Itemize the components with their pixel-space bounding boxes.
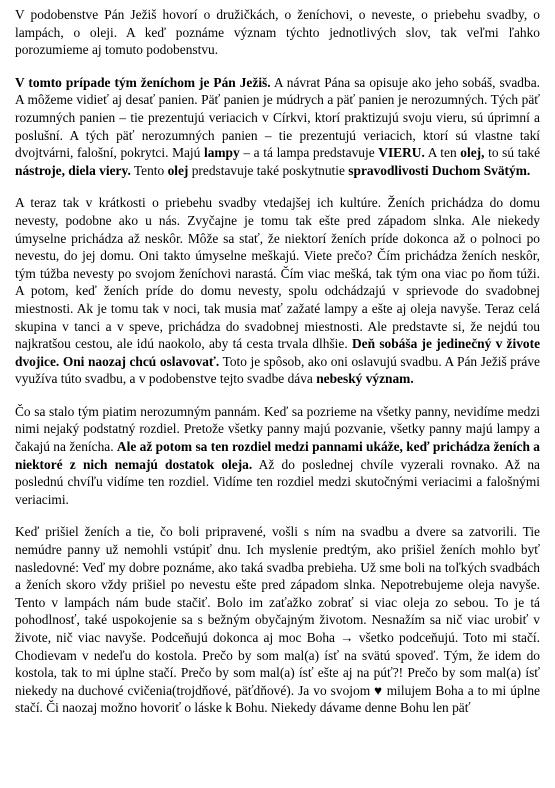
bold-phrase: olej, xyxy=(460,145,485,161)
paragraph-text: A teraz tak v krátkosti o priebehu svadby vtedajšej ich kultúre. Ženích prichádza do domu nevesty, podobne ako u nás. Zvyčajne je tomu tak ešte pred západom slnka. Ale niekedy úmyselne prichádza až neskôr. Môže sa stať, že niektorí ženích príde dokonca až o polnoci po nevestu, do jej domu. Oni takto úmyselne meškajú. Viete prečo? Čím prichádza ženích neskôr, tým túžba nevesty po svojom ženíchovi narastá. Čím viac mešká, tak tým ona viac po ňom túži. A potom, keď ženích príde do domu nevesty, spolu odchádzajú v sprievode do svadobnej miestnosti. Ak je tomu tak v noci, tak musia mať zažaté lampy a ešte aj oleja navyše. Teraz celá skupina v tanci a v speve, prichádza do svadobnej miestnosti. Ale predstavte si, že nejdú tou najkratšou cestou, ale idú naokolo, aby tá cesta trvala dlhšie. xyxy=(15,195,540,352)
paragraph-wedding-customs xyxy=(15,194,540,388)
paragraph-bridegroom xyxy=(15,74,540,180)
paragraph-text: A návrat Pána sa opisuje ako jeho sobáš, svadba. A môžeme vidieť aj desať panien. Päť panien je múdrych a päť panien je nerozumných. Tých päť rozumných panien – tie prezentujú veriacich v Církvi, ktorí praktizujú svoju vieru, sú úprimní a poslušní. A tých päť nerozumných panien – tie prezentujú veriacich, ktorí sú vlastne takí dvojtvárni, falošní, pokrytci. Majú xyxy=(15,74,540,161)
paragraph-intro xyxy=(15,6,540,59)
bold-phrase: spravodlivosti Duchom Svätým. xyxy=(348,162,531,178)
paragraph-text: Tento xyxy=(130,162,168,178)
paragraph-text: – a tá lampa predstavuje xyxy=(239,145,379,161)
bold-phrase: Deň sobáša je jedinečný v živote dvojice. Oni naozaj chcú oslavovať. xyxy=(15,336,541,369)
bold-phrase: nebeský význam. xyxy=(316,371,414,387)
bold-phrase: lampy xyxy=(203,145,240,161)
paragraph-text: Toto je spôsob, ako oni oslavujú svadbu. A Pán Ježiš práve využíva túto svadbu, a v podobenstve tejto svadbe dáva xyxy=(15,353,540,387)
paragraph-text: Až do poslednej chvíle vyzerali rovnako. Až na poslednú chvíľu vidíme ten rozdiel. Vidíme ten rozdiel medzi skutočnými veriacimi a falošnými veriacimi. xyxy=(15,456,540,507)
paragraph-door-closed xyxy=(15,523,540,717)
bold-phrase: V tomto prípade tým ženíchom je Pán Ježiš. xyxy=(15,74,271,90)
paragraph-text: to sú také xyxy=(484,145,541,161)
paragraph-five-virgins xyxy=(15,403,540,509)
bold-phrase: olej xyxy=(167,162,189,178)
bold-phrase: nástroje, diela viery. xyxy=(15,162,131,178)
paragraph-text: A ten xyxy=(424,145,461,161)
paragraph-text: predstavuje také poskytnutie xyxy=(188,162,349,178)
bold-phrase: Ale až potom sa ten rozdiel medzi pannami ukáže, keď prichádza ženích a niektoré z nich nemajú dostatok oleja. xyxy=(15,439,540,472)
bold-phrase: VIERU. xyxy=(378,145,425,161)
paragraph-text: Čo sa stalo tým piatim nerozumným pannám. Keď sa pozrieme na všetky panny, nevidíme medzi nimi nejaký podstatný rozdiel. Pretože všetky panny majú pozvanie, všetky panny majú lampy a čakajú na ženícha. xyxy=(15,403,540,455)
paragraph-text: Keď prišiel ženích a tie, čo boli pripravené, vošli s ním na svadbu a dvere sa zatvorili. Tie nemúdre panny už nemohli vstúpiť dnu. Ich myslenie predtým, ako prišiel ženích mohlo byť nasledovné: Veď my dobre poznáme, ako taká svadba prebieha. Už sme boli na toľkých svadbách a ženích skoro vždy prišiel po nevestu ešte pred západom slnka. Nepotrebujeme oleja navyše. Tento v lampách nám bude stačiť. Bolo im zaťažko zobrať si viac oleja zo sebou. To je tá pohodlnosť, také uspokojenie sa s bežným obyčajným životom. Nesnažím sa nič viac urobiť v živote, nič viac navyše. Podceňujú dokonca aj moc Boha → všetko podceňujú. Toto mi stačí. Chodievam v nedeľu do kostola. Prečo by som mal(a) ísť na svätú spoveď. Tým, že idem do kostola, tak to mi úplne stačí. Prečo by som mal(a) ísť ešte aj na púť?! Prečo by som mal(a) ísť niekedy na duchové cvičenia(trojdňové, päťdňové). Ja vo svojom ♥ milujem Boha a to mi úplne stačí. Či naozaj možno hovoriť o láske k Bohu. Niekedy dávame denne Bohu len päť xyxy=(15,524,540,716)
paragraph-text: V podobenstve Pán Ježiš hovorí o družičkách, o ženíchovi, o neveste, o priebehu svadby, o lampách, o oleji. A keď poznáme význam týchto jednotlivých slov, tak veľmi ľahko porozumieme aj tomuto podobenstvu. xyxy=(15,7,540,58)
